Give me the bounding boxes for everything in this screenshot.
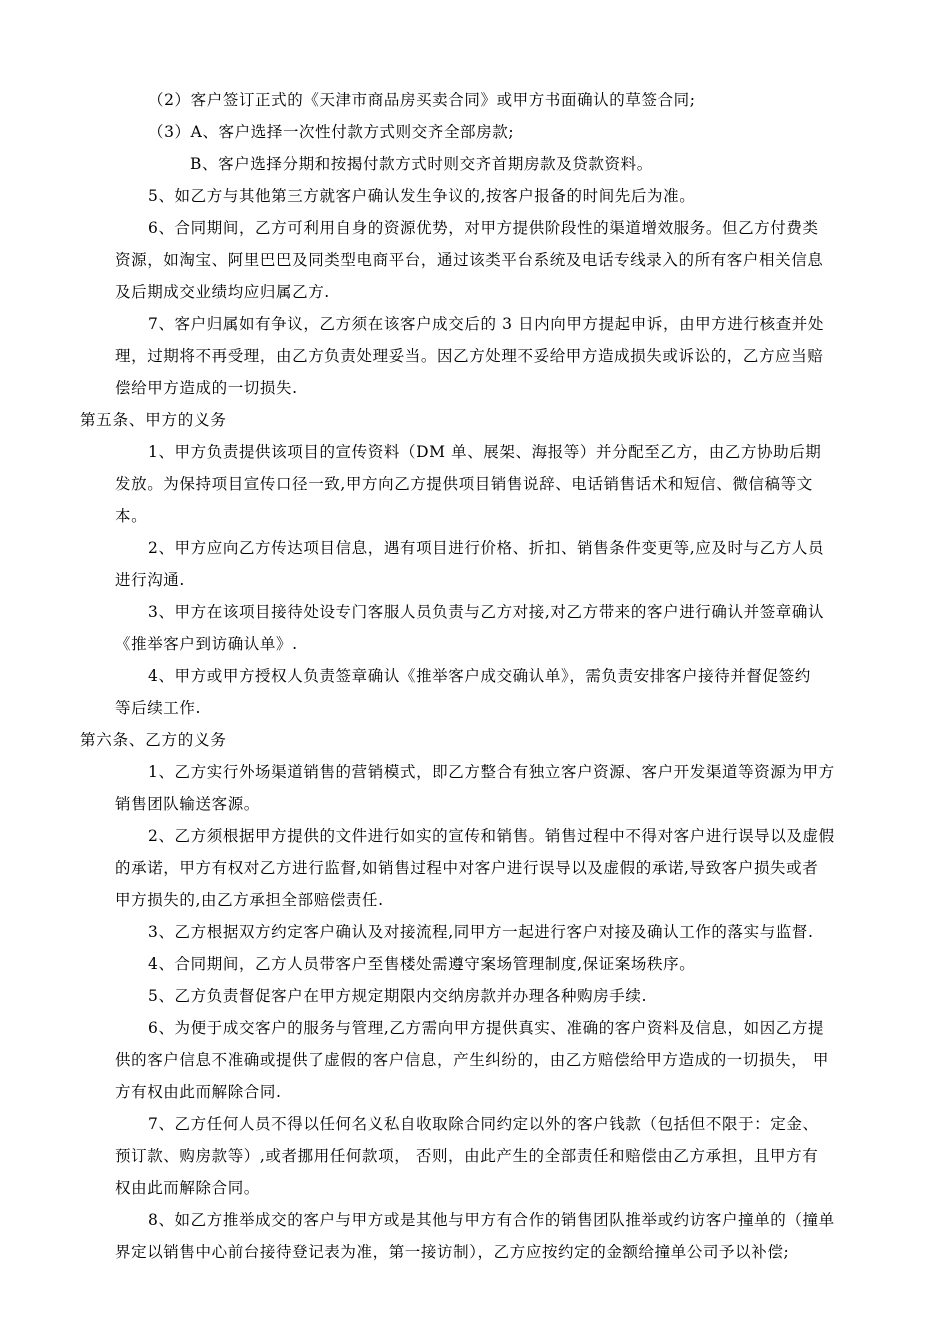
text-line: 5、如乙方与其他第三方就客户确认发生争议的,按客户报备的时间先后为准。: [148, 187, 696, 205]
text-line: 7、客户归属如有争议，乙方须在该客户成交后的 3 日内向甲方提起申诉，由甲方进行核查并处: [148, 315, 824, 333]
text-line: 6、为便于成交客户的服务与管理,乙方需向甲方提供真实、准确的客户资料及信息，如因乙方提: [148, 1019, 825, 1037]
text-line: 1、甲方负责提供该项目的宣传资料（DM 单、展架、海报等）并分配至乙方，由乙方协助后期: [148, 443, 822, 461]
text-line: 进行沟通.: [115, 571, 185, 589]
text-line: 4、甲方或甲方授权人负责签章确认《推举客户成交确认单》，需负责安排客户接待并督促签约: [148, 667, 811, 685]
text-line: 等后续工作.: [115, 699, 202, 717]
text-line: 6、合同期间，乙方可利用自身的资源优势，对甲方提供阶段性的渠道增效服务。但乙方付费类: [148, 219, 819, 237]
text-line: 预订款、购房款等）,或者挪用任何款项， 否则，由此产生的全部责任和赔偿由乙方承担，且甲方有: [115, 1147, 819, 1165]
text-line: 甲方损失的,由乙方承担全部赔偿责任.: [115, 891, 384, 909]
text-line: 4、合同期间，乙方人员带客户至售楼处需遵守案场管理制度,保证案场秩序。: [148, 955, 696, 973]
text-line: 及后期成交业绩均应归属乙方.: [115, 283, 330, 301]
text-line: 的承诺，甲方有权对乙方进行监督,如销售过程中对客户进行误导以及虚假的承诺,导致客户损失或者: [115, 859, 819, 877]
text-line: 《推举客户到访确认单》.: [115, 635, 298, 653]
text-line: 2、甲方应向乙方传达项目信息，遇有项目进行价格、折扣、销售条件变更等,应及时与乙方人员: [148, 539, 825, 557]
text-line: 偿给甲方造成的一切损失.: [115, 379, 298, 397]
text-line: （3）A、客户选择一次性付款方式则交齐全部房款;: [148, 123, 515, 141]
text-line: 7、乙方任何人员不得以任何名义私自收取除合同约定以外的客户钱款（包括但不限于：定金、: [148, 1115, 819, 1133]
text-line: 3、甲方在该项目接待处设专门客服人员负责与乙方对接,对乙方带来的客户进行确认并签章确认: [148, 603, 825, 621]
text-line: 理，过期将不再受理，由乙方负责处理妥当。因乙方处理不妥给甲方造成损失或诉讼的，乙方应当赔: [115, 347, 824, 365]
text-line: 本。: [115, 507, 148, 525]
text-line: 资源，如淘宝、阿里巴巴及同类型电商平台，通过该类平台系统及电话专线录入的所有客户相关信息: [115, 251, 824, 269]
text-line: 3、乙方根据双方约定客户确认及对接流程,同甲方一起进行客户对接及确认工作的落实与监督.: [148, 923, 814, 941]
text-line: 5、乙方负责督促客户在甲方规定期限内交纳房款并办理各种购房手续.: [148, 987, 647, 1005]
text-line: B、客户选择分期和按揭付款方式时则交齐首期房款及贷款资料。: [190, 155, 653, 173]
text-line: 界定以销售中心前台接待登记表为准，第一接访制），乙方应按约定的金额给撞单公司予以补偿;: [115, 1243, 790, 1261]
text-line: 8、如乙方推举成交的客户与甲方或是其他与甲方有合作的销售团队推举或约访客户撞单的（撞单: [148, 1211, 835, 1229]
text-line: 1、乙方实行外场渠道销售的营销模式，即乙方整合有独立客户资源、客户开发渠道等资源为甲方: [148, 763, 835, 781]
text-line: 方有权由此而解除合同.: [115, 1083, 282, 1101]
text-line: 供的客户信息不准确或提供了虚假的客户信息，产生纠纷的，由乙方赔偿给甲方造成的一切损失， 甲: [115, 1051, 829, 1069]
section-heading: 第五条、甲方的义务: [80, 411, 227, 429]
text-line: 权由此而解除合同。: [115, 1179, 260, 1197]
text-line: 发放。为保持项目宣传口径一致,甲方向乙方提供项目销售说辞、电话销售话术和短信、微信稿等文: [115, 475, 813, 493]
text-line: （2）客户签订正式的《天津市商品房买卖合同》或甲方书面确认的草签合同;: [148, 91, 696, 109]
text-line: 2、乙方须根据甲方提供的文件进行如实的宣传和销售。销售过程中不得对客户进行误导以及虚假: [148, 827, 835, 845]
section-heading: 第六条、乙方的义务: [80, 731, 227, 749]
text-line: 销售团队输送客源。: [115, 795, 260, 813]
